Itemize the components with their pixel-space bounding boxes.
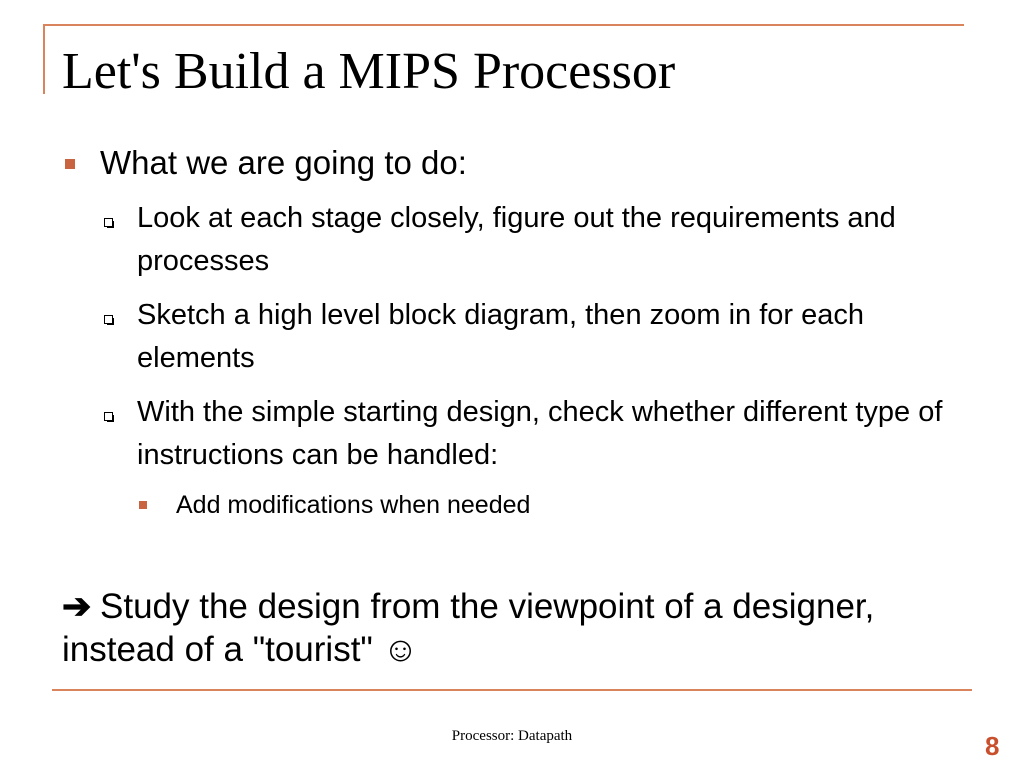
hollow-square-bullet-icon: [104, 315, 113, 324]
square-bullet-icon: [139, 501, 147, 509]
conclusion-body: Study the design from the viewpoint of a designer, instead of a "tourist" ☺: [62, 587, 875, 669]
slide-title: Let's Build a MIPS Processor: [62, 43, 676, 100]
hollow-square-bullet-icon: [104, 412, 113, 421]
bullet-level1: What we are going to do:: [100, 144, 467, 181]
conclusion-text: [62, 585, 932, 671]
page-number: 8: [985, 731, 1000, 761]
bullet-level2-item: Look at each stage closely, figure out the requirements and processes: [137, 202, 896, 277]
title-top-rule: [43, 24, 964, 26]
bullet-level3-item: Add modifications when needed: [176, 491, 531, 519]
footer-text: Processor: Datapath: [451, 728, 573, 744]
bullet-level2-item: Sketch a high level block diagram, then zoom in for each elements: [137, 299, 865, 374]
title-left-rule: [43, 24, 45, 94]
hollow-square-bullet-icon: [104, 218, 113, 227]
square-bullet-icon: [65, 159, 75, 169]
bullet-level2-item: With the simple starting design, check whether different type of instructions can be handled:: [137, 396, 943, 471]
right-arrow-icon: ➔: [62, 587, 92, 626]
footer-rule: [52, 689, 972, 691]
